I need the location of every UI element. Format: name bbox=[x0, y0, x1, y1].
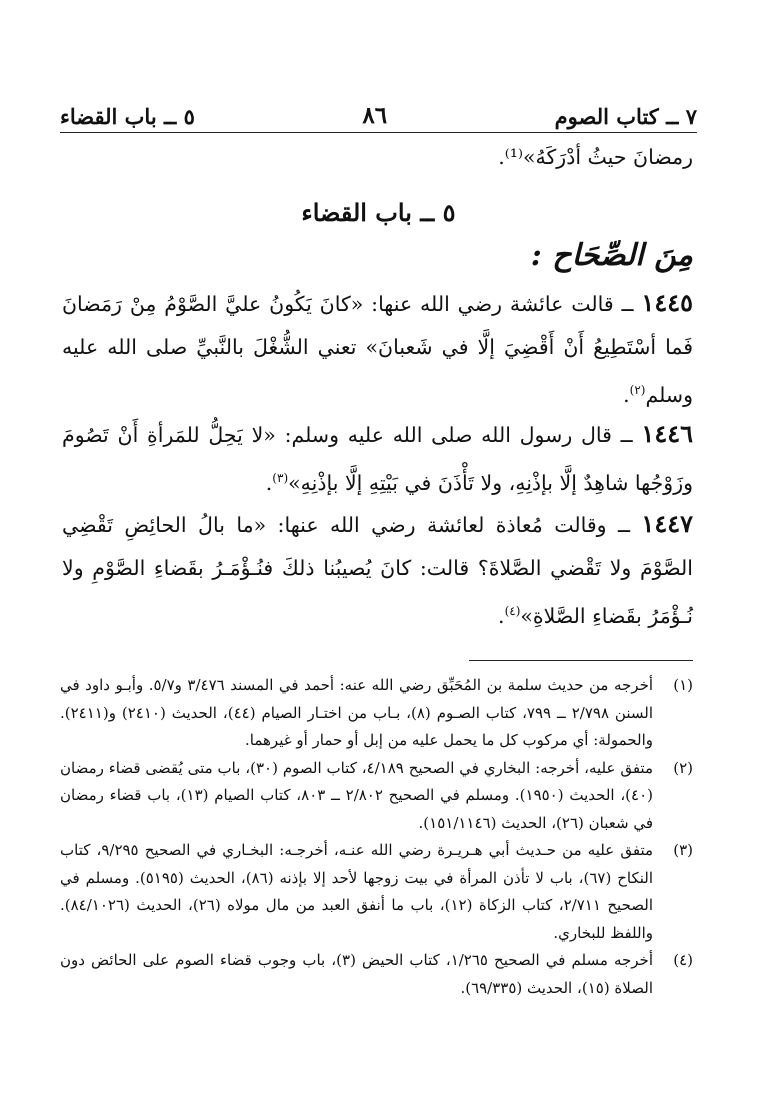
footnote-3 bbox=[60, 837, 693, 947]
footnote-number: (١) bbox=[673, 676, 693, 694]
footnote-number: (٣) bbox=[673, 841, 693, 859]
page-number: ٨٦ bbox=[362, 102, 388, 129]
chapter-heading: ٥ ــ باب القضاء bbox=[301, 198, 456, 227]
footnote-number: (٤) bbox=[673, 951, 693, 969]
footnote-2 bbox=[60, 755, 693, 838]
hadith-1447: ١٤٤٧ ــ وقالت مُعاذة لعائشة رضي الله عنها: «ما بالُ الحائِضِ تَقْضِي الصَّوْمَ ولا تَقْضي الصَّلاةَ؟ قالت: كانَ يُصيبُنا ذلكَ فنُـؤْمَـرُ بقَضاءِ الصَّوْمِ ولا نُـؤْمَرُ بقَضاءِ الصَّلاةِ»$^{(٤)}$. bbox=[62, 509, 693, 628]
footnote-text: أخرجه من حديث سلمة بن المُحَبِّق رضي الله عنه: أحمد في المسند ٣/٤٧٦ و٥/٧. وأبـو داود في السنن ٢/٧٩٨ ــ ٧٩٩، كتاب الصـوم (٨)، بـاب من اختـار الصيام (٤٤)، الحديث (٢٤١٠) و(٢٤١١). والحمولة: أي مركوب كل ما يحمل عليه من إبل أو حمار أو غيرهما. bbox=[60, 676, 654, 749]
intro-continuation: رمضانَ حيثُ أدْرَكَهُ»⁽¹⁾. bbox=[498, 145, 693, 169]
hadith-number: ١٤٤٥ bbox=[641, 288, 693, 317]
header-chapter-title: ٥ ــ باب القضاء bbox=[60, 104, 195, 129]
footnote-text: متفق عليه من حـديث أبي هـريـرة رضي الله عنـه، أخرجـه: البخـاري في الصحيح ٩/٢٩٥، كتاب النكاح (٦٧)، باب لا تأذن المرأة في بيت زوجها لأحد إلا بإذنه (٨٦)، الحديث (٥١٩٥). ومسلم في الصحيح ٢/٧١١، كتاب الزكاة (١٢)، باب ما أنفق العبد من مال مولاه (٢٦)، الحديث (٨٤/١٠٢٦). واللفظ للبخاري. bbox=[60, 841, 654, 942]
hadith-number: ١٤٤٦ bbox=[641, 419, 693, 448]
hadith-number: ١٤٤٧ bbox=[641, 509, 693, 538]
section-source-label: مِنَ الصِّحَاح : bbox=[530, 238, 693, 273]
footnote-4 bbox=[60, 947, 693, 1002]
hadith-1446: ١٤٤٦ ــ قال رسول الله صلى الله عليه وسلم: «لا يَحِلُّ للمَرأةِ أَنْ تَصُومَ وزَوْجُها شاهِدٌ إلَّا بإذْنِهِ، ولا تَأْذَنَ في بَيْتِهِ إلَّا بإذْنِهِ»$^{(٣)}$. bbox=[62, 419, 693, 495]
footnote-number: (٢) bbox=[673, 758, 693, 777]
running-header bbox=[60, 95, 697, 129]
footnote-ref: (٤) bbox=[504, 604, 521, 618]
footnote-divider bbox=[469, 660, 693, 661]
header-book-title: ٧ ــ كتاب الصوم bbox=[554, 104, 697, 129]
hadith-text: ــ قال رسول الله صلى الله عليه وسلم: «لا يَحِلُّ للمَرأةِ أَنْ تَصُومَ وزَوْجُها شاهِدٌ إلَّا بإذْنِهِ، ولا تَأْذَنَ في بَيْتِهِ إلَّا بإذْنِهِ» bbox=[62, 423, 693, 495]
footnotes bbox=[60, 672, 693, 1002]
hadith-1445: ١٤٤٥ ــ قالت عائشة رضي الله عنها: «كانَ يَكُونُ عليَّ الصَّوْمُ مِنْ رَمَضانَ فَما أسْتَطِيعُ أَنْ أَقْضِيَ إلَّا في شَعبانَ» تعني الشُّغْلَ بالنَّبيِّ صلى الله عليه وسلم$^{(٢)}$. bbox=[62, 288, 693, 407]
hadith-text: ــ قالت عائشة رضي الله عنها: «كانَ يَكُونُ عليَّ الصَّوْمُ مِنْ رَمَضانَ فَما أسْتَطِيعُ أَنْ أَقْضِيَ إلَّا في شَعبانَ» تعني الشُّغْلَ بالنَّبيِّ صلى الله عليه وسلم bbox=[62, 292, 693, 407]
footnote-ref: (٢) bbox=[629, 383, 646, 397]
footnote-text: متفق عليه، أخرجه: البخاري في الصحيح ٤/١٨٩، كتاب الصوم (٣٠)، باب متى يُقضى قضاء رمضان (٤٠)، الحديث (١٩٥٠). ومسلم في الصحيح ٢/٨٠٢ ــ ٨٠٣، كتاب الصيام (١٣)، باب قضاء رمضان في شعبان (٢٦)، الحديث (١٥١/١١٤٦). bbox=[60, 758, 654, 832]
footnote-text: أخرجه مسلم في الصحيح ١/٢٦٥، كتاب الحيض (٣)، باب وجوب قضاء الصوم على الحائض دون الصلاة (١٥)، الحديث (٦٩/٣٣٥). bbox=[60, 951, 653, 997]
footnote-1 bbox=[60, 672, 693, 755]
hadith-text: ــ وقالت مُعاذة لعائشة رضي الله عنها: «ما بالُ الحائِضِ تَقْضِي الصَّوْمَ ولا تَقْضي الصَّلاةَ؟ قالت: كانَ يُصيبُنا ذلكَ فنُـؤْمَـرُ بقَضاءِ الصَّوْمِ ولا نُـؤْمَرُ بقَضاءِ الصَّلاةِ» bbox=[62, 513, 693, 628]
footnote-ref: (٣) bbox=[272, 471, 289, 485]
header-divider bbox=[60, 132, 697, 133]
